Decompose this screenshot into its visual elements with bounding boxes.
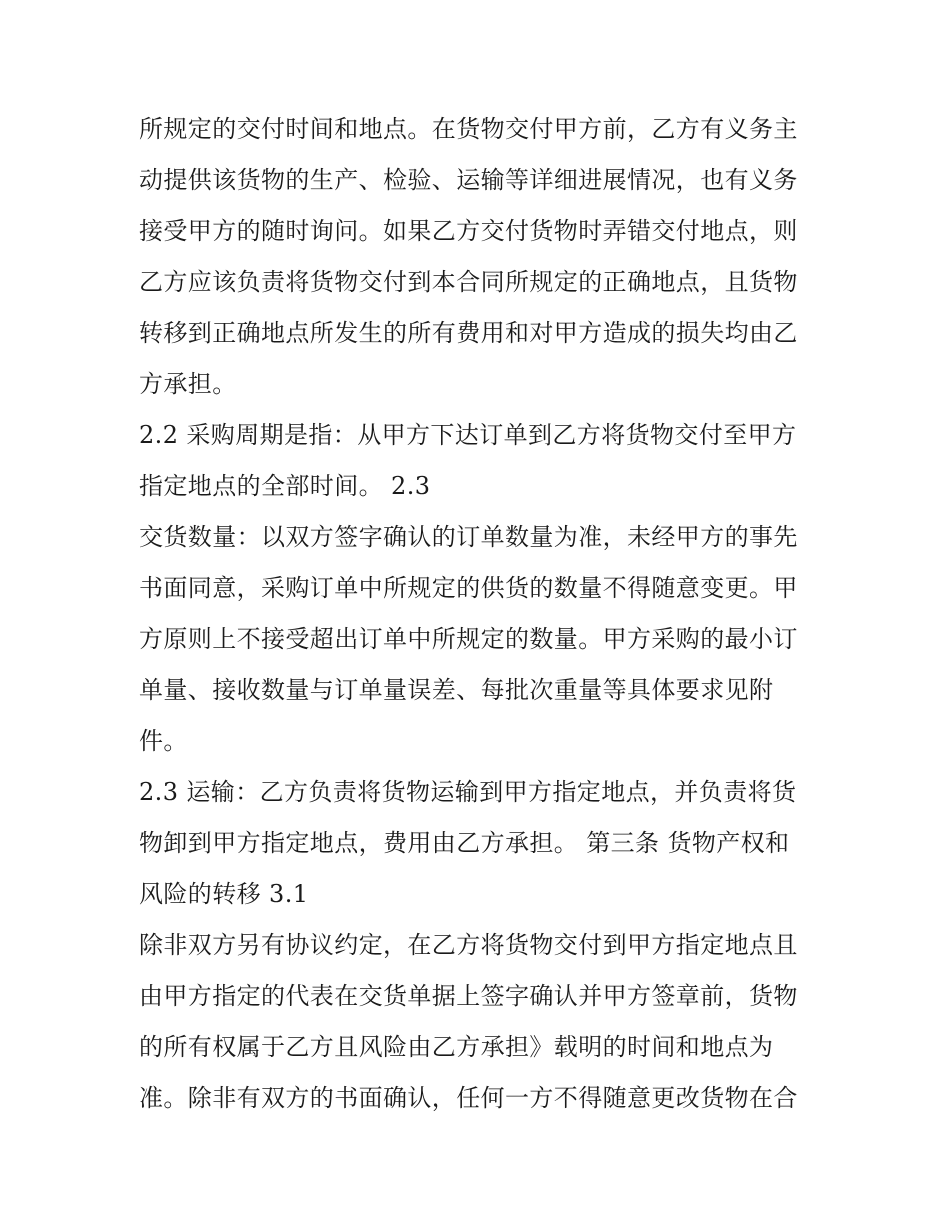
text-line: 乙方应该负责将货物交付到本合同所规定的正确地点，且货物 (139, 268, 798, 296)
text-line: 指定地点的全部时间。 2.3 (139, 472, 431, 500)
text-line: 所规定的交付时间和地点。在货物交付甲方前，乙方有义务主 (139, 115, 798, 143)
text-line: 转移到正确地点所发生的所有费用和对甲方造成的损失均由乙 (139, 319, 798, 347)
text-line: 交货数量：以双方签字确认的订单数量为准，未经甲方的事先 (139, 523, 798, 551)
text-line: 除非双方另有协议约定，在乙方将货物交付到甲方指定地点且 (139, 931, 798, 959)
text-line: 书面同意，采购订单中所规定的供货的数量不得随意变更。甲 (139, 574, 798, 602)
text-line: 风险的转移 3.1 (139, 880, 309, 908)
text-line: 物卸到甲方指定地点，费用由乙方承担。 第三条 货物产权和 (139, 829, 790, 857)
text-line: 单量、接收数量与订单量误差、每批次重量等具体要求见附 (139, 676, 774, 704)
text-line: 方承担。 (139, 370, 237, 398)
text-line: 准。除非有双方的书面确认，任何一方不得随意更改货物在合 (139, 1084, 798, 1112)
text-line: 件。 (139, 727, 188, 755)
text-line: 2.2 采购周期是指：从甲方下达订单到乙方将货物交付至甲方 (139, 421, 797, 449)
document-body (139, 104, 819, 1124)
text-line: 2.3 运输：乙方负责将货物运输到甲方指定地点，并负责将货 (139, 778, 797, 806)
text-line: 方原则上不接受超出订单中所规定的数量。甲方采购的最小订 (139, 625, 798, 653)
text-line: 的所有权属于乙方且风险由乙方承担》载明的时间和地点为 (139, 1033, 774, 1061)
text-line: 由甲方指定的代表在交货单据上签字确认并甲方签章前，货物 (139, 982, 798, 1010)
text-line: 动提供该货物的生产、检验、运输等详细进展情况，也有义务 (139, 166, 798, 194)
text-line: 接受甲方的随时询问。如果乙方交付货物时弄错交付地点，则 (139, 217, 798, 245)
